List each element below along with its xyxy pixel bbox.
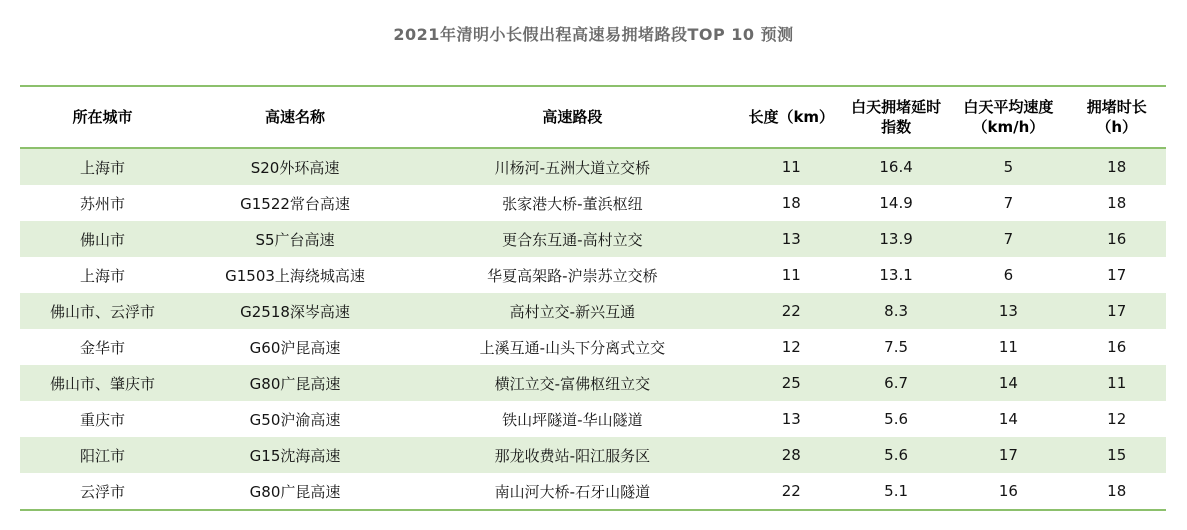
page-title: 2021年清明小长假出程高速易拥堵路段TOP 10 预测 [393, 25, 794, 44]
table-row [20, 365, 1166, 401]
cell-avg_speed: 16 [998, 482, 1018, 500]
cell-section: 南山河大桥-石牙山隧道 [494, 482, 651, 501]
table-body [20, 148, 1166, 510]
cell-avg_speed: 17 [998, 446, 1018, 464]
cell-avg_speed: 11 [998, 338, 1018, 356]
cell-delay_index: 13.9 [879, 230, 913, 248]
column-header-duration_h: 拥堵时长（h） [1067, 86, 1166, 148]
table-row [20, 185, 1166, 221]
cell-highway: G60沪昆高速 [249, 338, 341, 357]
cell-duration_h: 12 [1107, 410, 1127, 428]
cell-duration_h: 16 [1107, 338, 1127, 356]
cell-delay_index: 8.3 [884, 302, 909, 320]
cell-section: 高村立交-新兴互通 [509, 302, 636, 321]
cell-length_km: 22 [781, 482, 801, 500]
cell-section: 华夏高架路-沪崇苏立交桥 [487, 266, 658, 285]
cell-length_km: 12 [781, 338, 801, 356]
cell-delay_index: 7.5 [884, 338, 909, 356]
cell-length_km: 22 [781, 302, 801, 320]
cell-delay_index: 5.6 [884, 410, 909, 428]
cell-length_km: 28 [781, 446, 801, 464]
cell-delay_index: 14.9 [879, 194, 913, 212]
cell-length_km: 13 [781, 230, 801, 248]
cell-city: 金华市 [80, 338, 126, 357]
cell-avg_speed: 14 [998, 374, 1018, 392]
cell-length_km: 11 [781, 158, 801, 176]
cell-highway: G80广昆高速 [249, 482, 341, 501]
cell-delay_index: 5.6 [884, 446, 909, 464]
header-row [20, 86, 1166, 148]
cell-duration_h: 18 [1107, 482, 1127, 500]
table-row [20, 257, 1166, 293]
cell-length_km: 13 [781, 410, 801, 428]
table-row [20, 401, 1166, 437]
cell-duration_h: 18 [1107, 158, 1127, 176]
cell-delay_index: 16.4 [879, 158, 913, 176]
cell-city: 重庆市 [80, 410, 126, 429]
cell-city: 阳江市 [80, 446, 126, 465]
cell-avg_speed: 13 [998, 302, 1018, 320]
cell-duration_h: 15 [1107, 446, 1127, 464]
cell-city: 佛山市 [80, 230, 126, 249]
cell-duration_h: 17 [1107, 266, 1127, 284]
cell-duration_h: 16 [1107, 230, 1127, 248]
cell-avg_speed: 7 [1003, 194, 1014, 212]
cell-highway: G1522常台高速 [240, 194, 350, 213]
cell-duration_h: 11 [1107, 374, 1127, 392]
table-row [20, 329, 1166, 365]
cell-city: 上海市 [80, 158, 126, 177]
cell-highway: G2518深岑高速 [240, 302, 350, 321]
cell-highway: G15沈海高速 [249, 446, 341, 465]
cell-section: 更合东互通-高村立交 [502, 230, 643, 249]
table-row [20, 293, 1166, 329]
cell-avg_speed: 5 [1003, 158, 1014, 176]
cell-highway: S20外环高速 [250, 158, 340, 177]
cell-highway: G1503上海绕城高速 [225, 266, 365, 285]
cell-city: 佛山市、云浮市 [50, 302, 156, 321]
table-row [20, 473, 1166, 510]
cell-length_km: 18 [781, 194, 801, 212]
table-row [20, 437, 1166, 473]
column-header-highway: 高速名称 [185, 86, 405, 148]
congestion-table [20, 85, 1166, 511]
cell-avg_speed: 14 [998, 410, 1018, 428]
column-header-avg_speed: 白天平均速度（km/h） [949, 86, 1067, 148]
table-row [20, 221, 1166, 257]
cell-highway: G50沪渝高速 [249, 410, 341, 429]
cell-avg_speed: 6 [1003, 266, 1014, 284]
cell-highway: G80广昆高速 [249, 374, 341, 393]
cell-duration_h: 18 [1107, 194, 1127, 212]
cell-duration_h: 17 [1107, 302, 1127, 320]
cell-city: 上海市 [80, 266, 126, 285]
cell-avg_speed: 7 [1003, 230, 1014, 248]
cell-delay_index: 6.7 [884, 374, 909, 392]
column-header-section: 高速路段 [405, 86, 740, 148]
cell-section: 上溪互通-山头下分离式立交 [479, 338, 666, 357]
table-row [20, 148, 1166, 185]
cell-section: 铁山坪隧道-华山隧道 [502, 410, 643, 429]
cell-section: 张家港大桥-董浜枢纽 [502, 194, 643, 213]
cell-delay_index: 13.1 [879, 266, 913, 284]
cell-city: 云浮市 [80, 482, 126, 501]
cell-city: 佛山市、肇庆市 [50, 374, 156, 393]
column-header-length_km: 长度（km） [740, 86, 843, 148]
cell-length_km: 11 [781, 266, 801, 284]
column-header-city: 所在城市 [20, 86, 185, 148]
cell-section: 川杨河-五洲大道立交桥 [494, 158, 651, 177]
cell-section: 那龙收费站-阳江服务区 [494, 446, 651, 465]
column-header-delay_index: 白天拥堵延时指数 [843, 86, 950, 148]
cell-section: 横江立交-富佛枢纽立交 [494, 374, 651, 393]
cell-delay_index: 5.1 [884, 482, 909, 500]
cell-highway: S5广台高速 [255, 230, 335, 249]
cell-length_km: 25 [781, 374, 801, 392]
cell-city: 苏州市 [80, 194, 126, 213]
table-header [20, 86, 1166, 148]
